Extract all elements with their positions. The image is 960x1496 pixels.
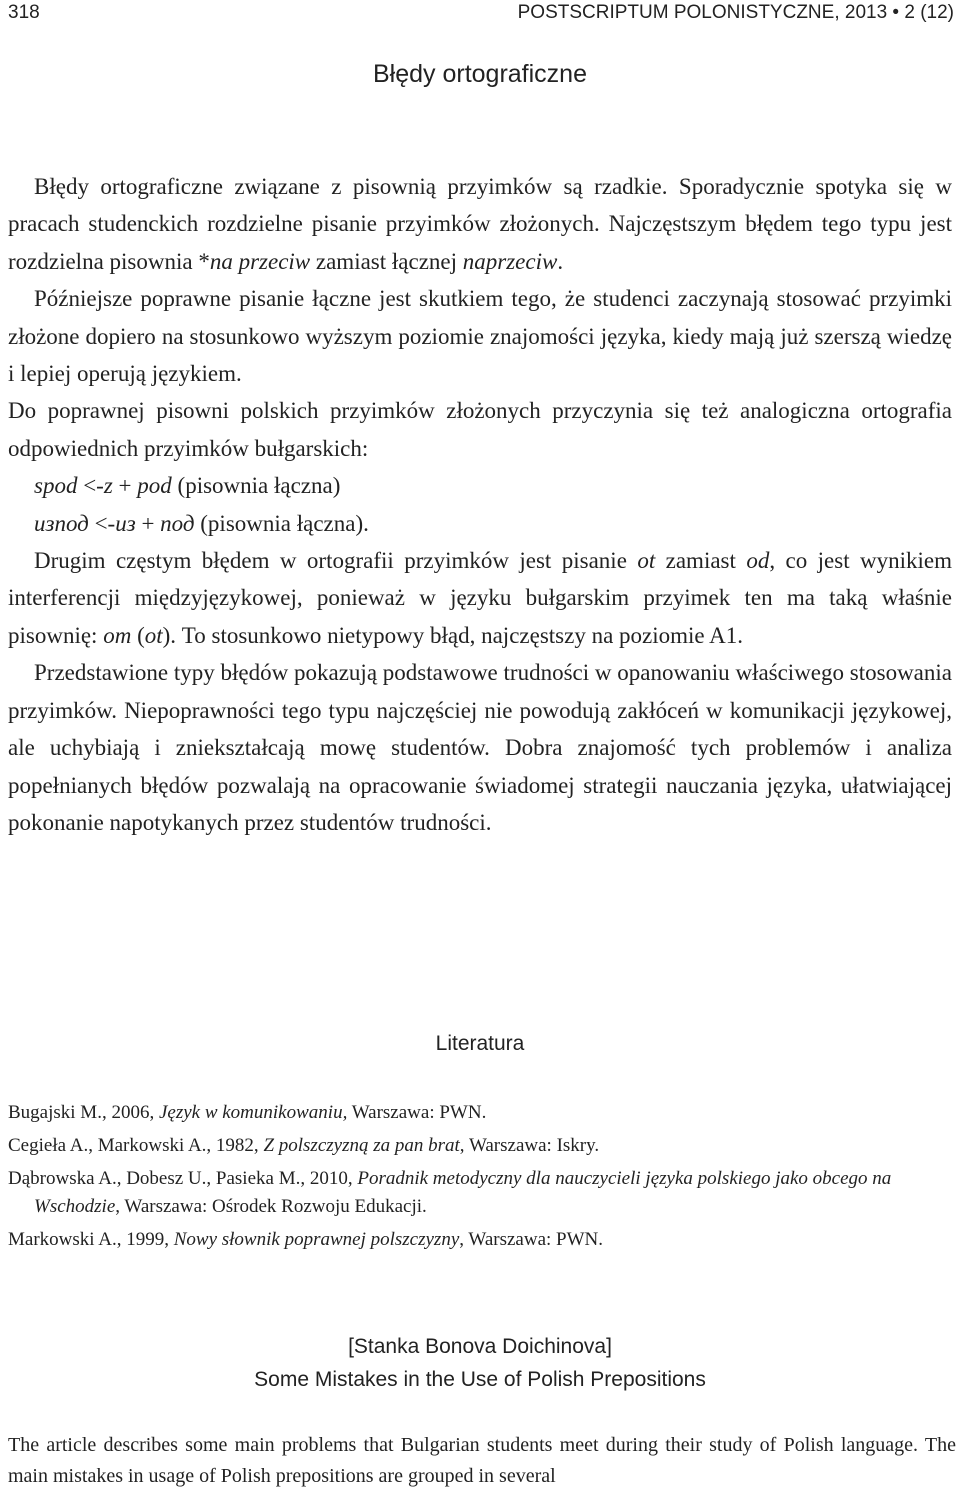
example-1 bbox=[8, 467, 952, 504]
literatura-heading: Literatura bbox=[435, 1032, 525, 1055]
reference-author: Bugajski M., 2006, bbox=[8, 1102, 159, 1123]
paragraph-1-text-a: Błędy ortograficzne związane z pisownią przyimków są rzadkie. Sporadycznie spotyka się w pracach studenckich rozdzielne pisanie przyimków złożonych. Najczęstszym błędem tego typu jest rozdzielna pisownia * bbox=[8, 174, 952, 274]
reference-author: Dąbrowska A., Dobesz U., Pasieka M., 2010, bbox=[8, 1168, 358, 1189]
summary-title: Some Mistakes in the Use of Polish Prepositions bbox=[254, 1368, 706, 1391]
page-number: 318 bbox=[8, 2, 40, 23]
reference-publisher: , Warszawa: Ośrodek Rozwoju Edukacji. bbox=[115, 1196, 427, 1217]
example-1-word: spod bbox=[34, 473, 78, 499]
paragraph-4-text-g: ( bbox=[131, 622, 145, 648]
running-header bbox=[8, 2, 954, 28]
paragraph-1-text-e: . bbox=[557, 248, 564, 274]
body-text bbox=[8, 168, 952, 841]
example-2-part-2: под bbox=[160, 510, 195, 536]
example-2-note: (pisownia łączna). bbox=[194, 510, 369, 536]
paragraph-4-term-ot: ot bbox=[637, 548, 656, 574]
abstract-text: The article describes some main problems that Bulgarian students meet during their study of Polish language. The main mistakes in usage of Polish prepositions are grouped in several bbox=[8, 1434, 956, 1487]
reference-title: Język w komunikowaniu, bbox=[158, 1102, 348, 1123]
example-1-part-2: pod bbox=[137, 473, 172, 499]
reference-item bbox=[8, 1099, 958, 1127]
reference-author: Markowski A., 1999, bbox=[8, 1229, 174, 1250]
paragraph-2: Późniejsze poprawne pisanie łączne jest skutkiem tego, że studenci zaczynają stosować przyimki złożone dopiero na stosunkowo wyższym poziomie znajomości języka, kiedy mają już szerszą wiedzę i lepiej operują językiem. bbox=[8, 286, 952, 387]
paragraph-4-term-bg: от bbox=[103, 622, 132, 648]
summary-author: [Stanka Bonova Doichinova] bbox=[348, 1335, 612, 1358]
paragraph-4 bbox=[8, 542, 952, 654]
paragraph-4-term-od: od bbox=[746, 548, 770, 574]
paragraph-4-text-c: zamiast bbox=[655, 548, 747, 574]
reference-publisher: , Warszawa: Iskry. bbox=[459, 1135, 600, 1156]
journal-title: POSTSCRIPTUM POLONISTYCZNE, 2013 • 2 (12) bbox=[517, 2, 954, 23]
example-1-part-1: z bbox=[103, 473, 113, 499]
example-2 bbox=[8, 505, 952, 542]
paragraph-1 bbox=[8, 168, 952, 280]
reference-item bbox=[8, 1165, 958, 1221]
paragraph-4-text-i: ). To stosunkowo nietypowy błąd, najczęstszy na poziomie A1. bbox=[162, 622, 743, 648]
reference-title: Z polszczyzną za pan brat bbox=[263, 1135, 460, 1156]
paragraph-1-text-c: zamiast łącznej bbox=[310, 248, 463, 274]
reference-title: Poradnik metodyczny dla nauczycieli języka polskiego jako obcego na Wschodzie bbox=[34, 1168, 892, 1217]
paragraph-4-text-a: Drugim częstym błędem w ortografii przyimków jest pisanie bbox=[34, 548, 638, 574]
section-title: Błędy ortograficzne bbox=[372, 60, 587, 88]
reference-publisher: , Warszawa: PWN. bbox=[459, 1229, 604, 1250]
example-1-note: (pisownia łączna) bbox=[171, 473, 341, 499]
paragraph-4-text-e: , co jest wynikiem interferencji międzyjęzykowej, ponieważ w języku bułgarskim przyimek ten ma taką właśnie pisownię: bbox=[8, 548, 952, 648]
paragraph-1-term-error: na przeciw bbox=[209, 248, 311, 274]
example-2-plus: + bbox=[135, 510, 161, 536]
paragraph-3: Do poprawnej pisowni polskich przyimków złożonych przyczynia się też analogiczna ortografia odpowiednich przyimków bułgarskich: bbox=[8, 398, 952, 461]
example-2-arrow: <- bbox=[88, 510, 116, 536]
paragraph-1-term-correct: naprzeciw bbox=[462, 248, 558, 274]
example-2-part-1: из bbox=[115, 510, 136, 536]
summary-header bbox=[0, 1330, 960, 1396]
reference-publisher: Warszawa: PWN. bbox=[347, 1102, 487, 1123]
reference-title: Nowy słownik poprawnej polszczyzny bbox=[173, 1229, 460, 1250]
example-2-word: изпод bbox=[34, 510, 89, 536]
paragraph-5: Przedstawione typy błędów pokazują podstawowe trudności w opanowaniu właściwego stosowania przyimków. Niepoprawności tego typu najczęściej nie powodują zakłóceń w komunikacji językowej, ale uchybiają i zniekształcają mowę studentów. Dobra znajomość tych problemów i analiza popełnianych błędów pozwalają na opracowanie świadomej strategii nauczania języka, ułatwiającej pokonanie napotykanych przez studentów trudności. bbox=[8, 660, 952, 835]
example-1-plus: + bbox=[112, 473, 138, 499]
example-1-arrow: <- bbox=[77, 473, 104, 499]
reference-author: Cegieła A., Markowski A., 1982, bbox=[8, 1135, 264, 1156]
reference-item bbox=[8, 1132, 958, 1160]
paragraph-4-term-ot-2: ot bbox=[144, 622, 163, 648]
reference-item bbox=[8, 1226, 958, 1254]
reference-list bbox=[8, 1099, 958, 1259]
